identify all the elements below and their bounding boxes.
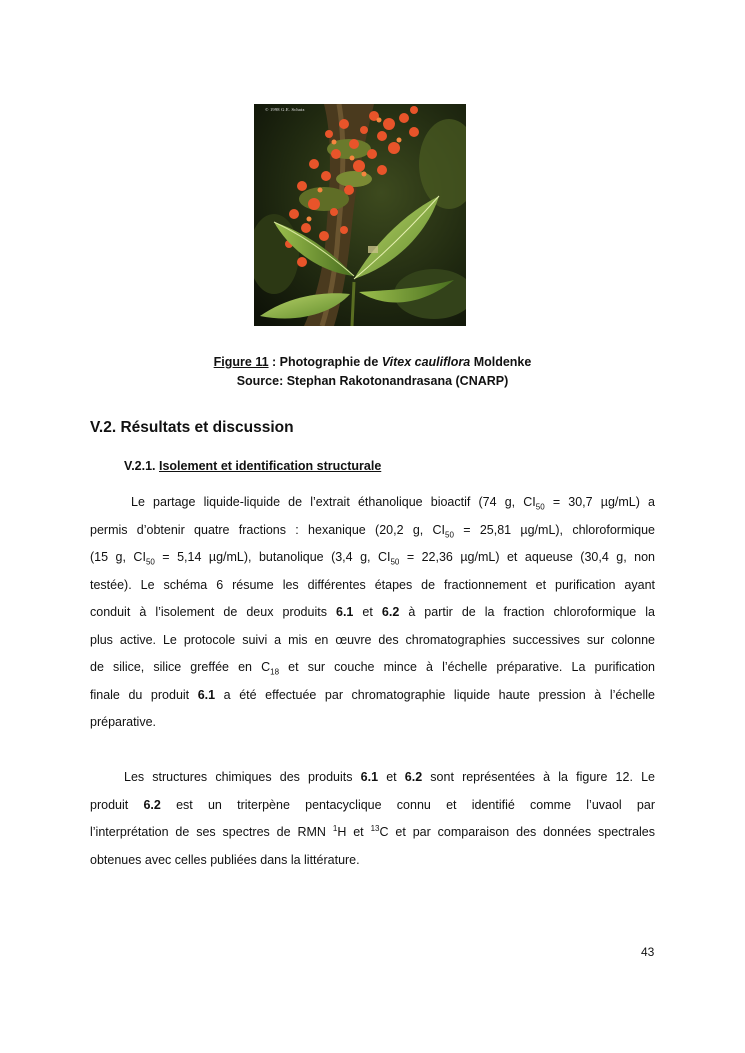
text: a été effectuée par chromatographie liquide haute pression à l’échelle (215, 687, 655, 702)
p1-line-9: préparative. (90, 715, 157, 729)
paragraph-fractionation (90, 489, 655, 737)
text: = 25,81 µg/mL), chloroformique (453, 522, 655, 537)
text: de silice, silice greffée en C (90, 660, 271, 674)
text: l’interprétation de ses spectres de RMN (90, 825, 333, 839)
p1-line-6: plus active. Le protocole suivi a mis en œuvre des chromatographies successives sur colonne (90, 632, 655, 647)
compound-6-1: 6.1 (336, 605, 354, 619)
text: conduit à l’isolement de deux produits (90, 605, 336, 619)
figure-source: Source: Stephan Rakotonandrasana (CNARP) (236, 374, 509, 388)
superscript: 13 (370, 823, 380, 833)
text: produit (90, 797, 144, 812)
text: finale du produit (90, 687, 198, 702)
text: sont représentées à la figure 12. Le (422, 770, 655, 784)
subscript: 50 (445, 530, 454, 539)
compound-6-2: 6.2 (381, 605, 400, 619)
subsection-heading (124, 459, 381, 473)
p1-line-3 (90, 544, 655, 572)
text: = 5,14 µg/mL), butanolique (3,4 g, CI (154, 550, 391, 564)
subsection-title: Isolement et identification structurale (159, 459, 382, 473)
subscript: 50 (535, 502, 545, 512)
caption-text-pre: : Photographie de (268, 355, 382, 369)
subsection-number: V.2.1. (124, 459, 156, 473)
compound-6-1: 6.1 (197, 687, 216, 702)
text: (15 g, CI (90, 550, 146, 564)
caption-text-post: Moldenke (470, 355, 532, 369)
paragraph-structures (90, 764, 655, 874)
text: à partir de la fraction chloroformique la (399, 605, 655, 619)
photo-copyright: © 1998 G.E. Schatz (265, 107, 305, 112)
p1-line-4: testée). Le schéma 6 résume les différentes étapes de fractionnement et purification ayant (90, 577, 655, 592)
text: est un triterpène pentacyclique connu et identifié comme l’uvaol par (160, 797, 655, 812)
vitex-cauliflora-photo (254, 104, 466, 326)
text: et (353, 605, 382, 619)
text: = 30,7 µg/mL) a (544, 495, 655, 509)
p1-line-5 (90, 599, 655, 627)
species-name: Vitex cauliflora (381, 355, 471, 369)
figure-caption (0, 355, 745, 369)
p2-line-1 (90, 764, 655, 792)
text: permis d’obtenir quatre fractions : hexanique (20,2 g, CI (90, 522, 446, 537)
p2-line-4: obtenues avec celles publiées dans la littérature. (90, 852, 360, 867)
text: et (378, 770, 405, 784)
text: Les structures chimiques des produits (124, 770, 361, 784)
page-number: 43 (641, 945, 655, 959)
text: et sur couche mince à l’échelle préparative. La purification (279, 660, 655, 674)
text: Le partage liquide-liquide de l’extrait éthanolique bioactif (74 g, CI (131, 495, 536, 509)
p1-line-1 (90, 489, 655, 517)
compound-6-2: 6.2 (143, 797, 161, 812)
figure-label: Figure 11 (213, 355, 269, 369)
text: = 22,36 µg/mL) et aqueuse (30,4 g, non (399, 550, 655, 564)
p2-line-3 (90, 819, 655, 847)
p1-line-2 (90, 517, 655, 545)
compound-6-2: 6.2 (404, 770, 423, 784)
subscript: 50 (145, 557, 155, 567)
compound-6-1: 6.1 (360, 770, 379, 784)
p2-line-2 (90, 792, 655, 820)
subscript: 50 (390, 557, 400, 567)
p1-line-8 (90, 682, 655, 710)
plant-illustration (254, 104, 466, 326)
subscript: 18 (270, 667, 280, 677)
text: H et (337, 825, 371, 839)
superscript: 1 (332, 823, 338, 833)
text: C et par comparaison des données spectrales (379, 825, 655, 839)
section-heading: V.2. Résultats et discussion (90, 419, 294, 436)
p1-line-7 (90, 654, 655, 682)
